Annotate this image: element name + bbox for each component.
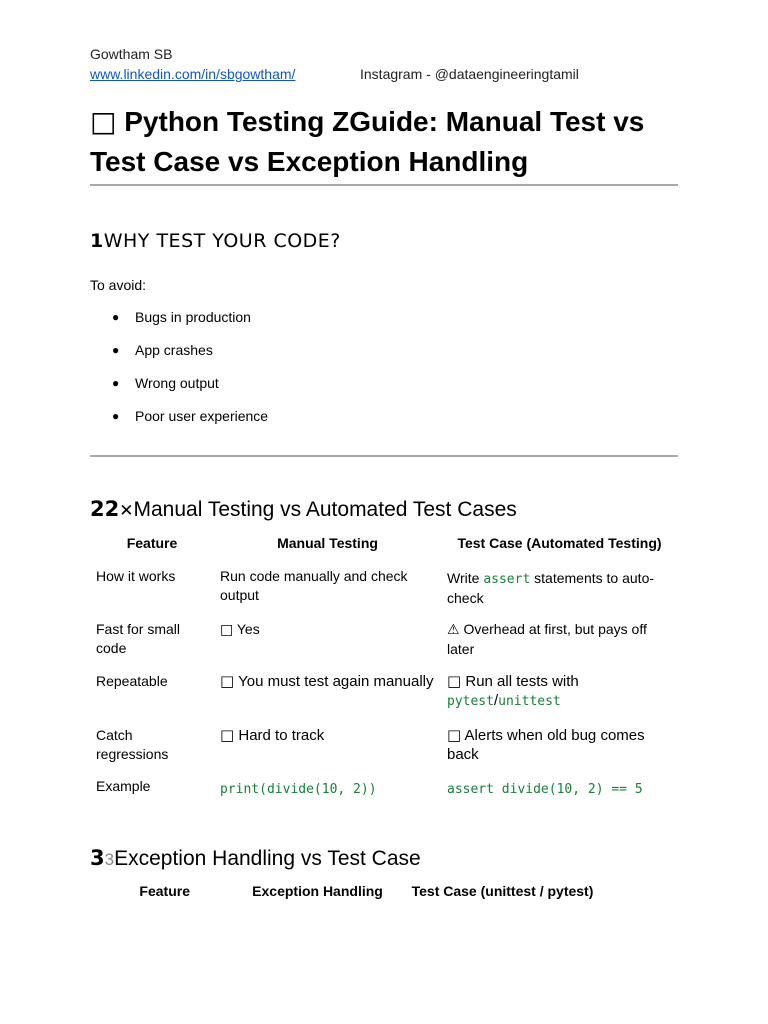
check-icon: □	[220, 622, 234, 638]
column-header: Feature	[139, 883, 190, 899]
list-item: ● Wrong output	[90, 373, 268, 406]
title-divider	[90, 184, 678, 186]
table-cell: Run code manually and check output	[220, 568, 408, 603]
column-header: Test Case (Automated Testing)	[457, 535, 662, 551]
table-cell: □ Run all tests with pytest/unittest	[447, 672, 579, 709]
table-row	[90, 771, 678, 811]
table-cell: Repeatable	[96, 673, 168, 689]
check-icon: □	[447, 672, 462, 690]
section2-number: 22	[90, 497, 120, 521]
section1-heading-text: WHY TEST YOUR CODE?	[103, 230, 341, 252]
table-cell	[441, 771, 678, 811]
contact-row	[90, 66, 678, 82]
inline-code: assert	[483, 572, 531, 587]
table-row	[90, 614, 678, 666]
inline-code: assert divide(10, 2) == 5	[447, 782, 643, 797]
section3-number-faint: 3	[104, 850, 115, 869]
instagram-handle: Instagram - @dataengineeringtamil	[360, 66, 579, 82]
warning-icon: ⚠	[447, 622, 460, 638]
check-icon: □	[447, 726, 462, 744]
cross-icon: □	[220, 672, 235, 690]
list-item: ● Poor user experience	[90, 406, 268, 439]
table-cell: Fast for small code	[96, 621, 181, 656]
author-name: Gowtham SB	[90, 46, 173, 62]
list-item: ● App crashes	[90, 340, 268, 373]
section3-number: 3	[90, 846, 105, 870]
section1-number: 1	[90, 230, 104, 252]
section2-cross-icon: ✕	[119, 501, 134, 520]
table-cell: □ Hard to track	[220, 726, 325, 744]
table-cell: ⚠ Overhead at first, but pays off later	[447, 621, 647, 657]
comparison-table-exception-vs-test	[90, 883, 610, 909]
section2-heading-text: Manual Testing vs Automated Test Cases	[133, 498, 517, 521]
table-row	[90, 561, 678, 614]
table-cell: □ Alerts when old bug comes back	[447, 726, 645, 763]
table-cell: Example	[96, 778, 151, 794]
table-cell: □ You must test again manually	[220, 672, 434, 690]
inline-code: print(divide(10, 2))	[220, 782, 377, 797]
section2-heading	[90, 497, 517, 522]
section1-divider	[90, 455, 678, 457]
table-cell: Write assert statements to auto-check	[447, 570, 655, 606]
column-header: Exception Handling	[252, 883, 383, 899]
table-cell: Catch regressions	[96, 727, 169, 762]
title-text: Python Testing ZGuide: Manual Test vs Test Case vs Exception Handling	[90, 106, 645, 177]
comparison-table-manual-vs-auto	[90, 535, 678, 811]
table-cell: □ Yes	[220, 621, 260, 638]
section1-bullet-list	[90, 307, 268, 439]
inline-code: unittest	[498, 694, 561, 709]
section1-intro: To avoid:	[90, 277, 147, 293]
table-header-row	[90, 883, 610, 909]
column-header: Manual Testing	[277, 535, 378, 551]
column-header: Test Case (unittest / pytest)	[411, 883, 594, 899]
table-cell: How it works	[96, 568, 176, 584]
table-row	[90, 666, 678, 720]
table-header-row	[90, 535, 678, 561]
page-title	[90, 102, 678, 182]
section1-heading	[90, 230, 341, 252]
list-item: ● Bugs in production	[90, 307, 268, 340]
linkedin-link[interactable]: www.linkedin.com/in/sbgowtham/	[90, 66, 296, 82]
section3-heading	[90, 846, 421, 871]
table-row	[90, 720, 678, 771]
inline-code: pytest	[447, 694, 494, 709]
table-cell	[214, 771, 441, 811]
title-emoji-icon: □	[90, 105, 117, 138]
column-header: Feature	[126, 535, 178, 551]
section3-heading-text: Exception Handling vs Test Case	[114, 847, 421, 870]
cross-icon: □	[220, 726, 235, 744]
